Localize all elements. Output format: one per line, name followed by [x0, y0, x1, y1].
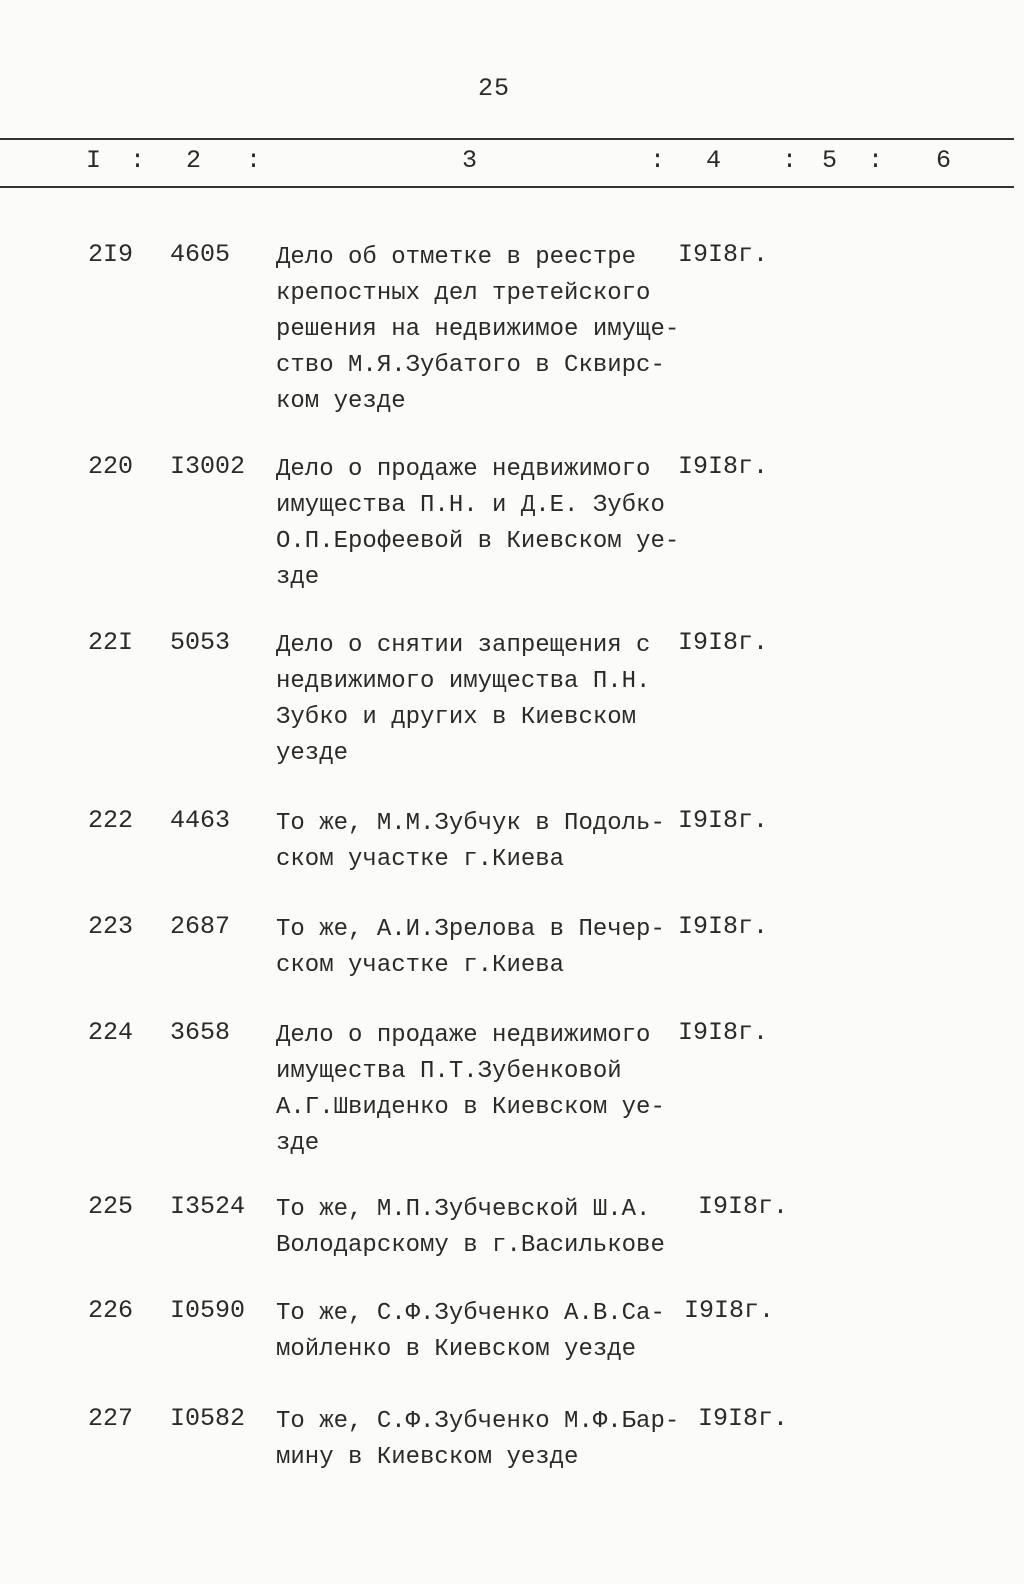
entry-year: I9I8г.: [678, 1018, 769, 1047]
entry-year: I9I8г.: [678, 452, 769, 481]
entry-number: 22I: [88, 628, 134, 657]
column-header-3: 3: [462, 146, 478, 175]
entry-number: 224: [88, 1018, 134, 1047]
entry-description: Дело о продаже недвижимого имущества П.Т.Зубенковой А.Г.Швиденко в Киевском уе- зде: [276, 1022, 665, 1157]
entry-description: То же, М.П.Зубчевской Ш.А. Володарскому в г.Василькове: [276, 1196, 665, 1259]
entry-description: Дело об отметке в реестре крепостных дел третейского решения на недвижимое имуще- ство М.Я.Зубатого в Сквирс- ком уезде: [276, 244, 680, 415]
entry-code: 5053: [170, 628, 231, 657]
entry-year: I9I8г.: [698, 1404, 789, 1433]
entry-code: I3002: [170, 452, 246, 481]
entry-description: Дело о продаже недвижимого имущества П.Н. и Д.Е. Зубко О.П.Ерофеевой в Киевском уе- зде: [276, 456, 680, 591]
entry-code: 4605: [170, 240, 231, 269]
entry-code: I0590: [170, 1296, 246, 1325]
entry-year: I9I8г.: [678, 628, 769, 657]
entry-year: I9I8г.: [678, 912, 769, 941]
header-bottom-rule: [0, 186, 1014, 188]
entry-code: 3658: [170, 1018, 231, 1047]
column-header-6: 6: [936, 146, 952, 175]
entry-year: I9I8г.: [698, 1192, 789, 1221]
page-number: 25: [478, 74, 511, 103]
entry-number: 2I9: [88, 240, 134, 269]
entry-description: То же, С.Ф.Зубченко А.В.Са- мойленко в Киевском уезде: [276, 1300, 665, 1363]
column-header-5: 5: [822, 146, 838, 175]
entry-code: 4463: [170, 806, 231, 835]
entry-description: Дело о снятии запрещения с недвижимого имущества П.Н. Зубко и других в Киевском уезде: [276, 632, 651, 767]
entry-number: 222: [88, 806, 134, 835]
entry-description: То же, С.Ф.Зубченко М.Ф.Бар- мину в Киевском уезде: [276, 1408, 680, 1471]
entry-number: 223: [88, 912, 134, 941]
column-header-4: 4: [706, 146, 722, 175]
entry-number: 227: [88, 1404, 134, 1433]
column-separator: :: [246, 146, 262, 175]
entry-code: 2687: [170, 912, 231, 941]
entry-description: То же, А.И.Зрелова в Печер- ском участке г.Киева: [276, 916, 665, 979]
column-separator: :: [868, 146, 884, 175]
column-separator: :: [782, 146, 798, 175]
column-separator: :: [130, 146, 146, 175]
entry-year: I9I8г.: [678, 806, 769, 835]
entry-number: 220: [88, 452, 134, 481]
column-separator: :: [650, 146, 666, 175]
entry-year: I9I8г.: [684, 1296, 775, 1325]
entry-code: I0582: [170, 1404, 246, 1433]
header-top-rule: [0, 138, 1014, 140]
entry-number: 226: [88, 1296, 134, 1325]
column-header-2: 2: [186, 146, 202, 175]
entry-description: То же, М.М.Зубчук в Подоль- ском участке г.Киева: [276, 810, 665, 873]
column-header-1: I: [86, 146, 102, 175]
entry-number: 225: [88, 1192, 134, 1221]
entry-code: I3524: [170, 1192, 246, 1221]
entry-year: I9I8г.: [678, 240, 769, 269]
